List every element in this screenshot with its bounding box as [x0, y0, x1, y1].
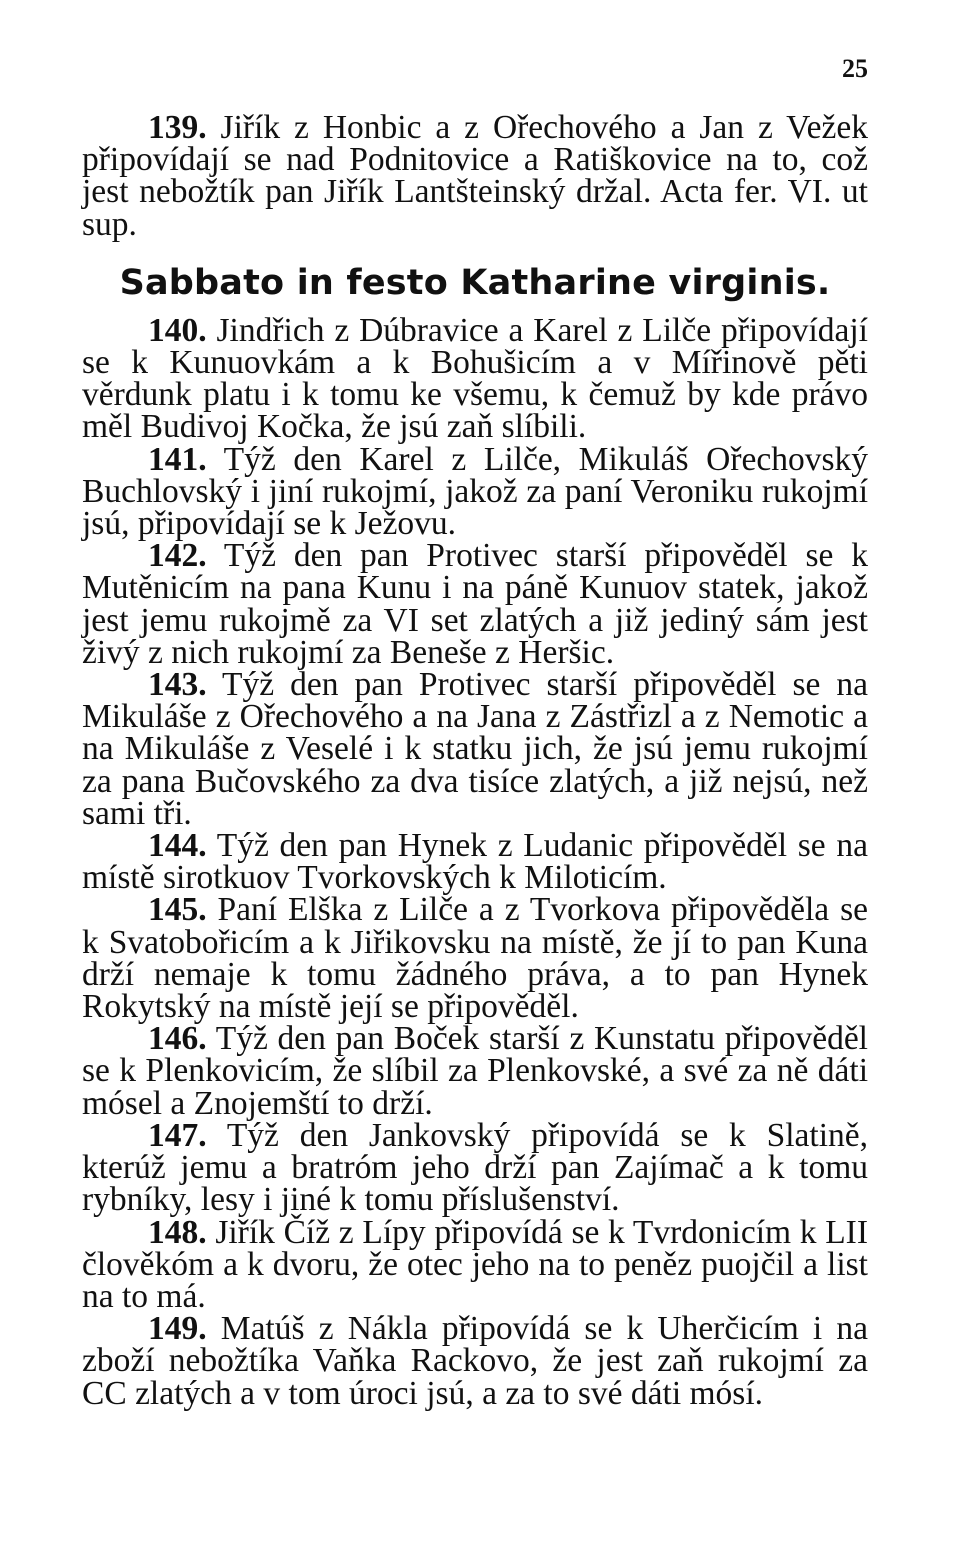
entry-142 — [82, 537, 868, 671]
entry-text: Jindřich z Dúbravice a Karel z Lilče připovídají se k Kunuovkám a k Bohušicím a v Mířinově pěti věrdunk platu i k tomu ke všemu, k čemuž by kde právo měl Budivoj Kočka, že jsú zaň slíbili. — [82, 311, 868, 446]
entry-text: Týž den pan Protivec starší připověděl se na Mikuláše z Ořechového a na Jana z Zástřizl a z Nemotic a na Mikuláše z Veselé i k statku jich, že jsú jemu rukojmí za pana Bučovského za dva tisíce zlatých, a již nejsú, než sami tři. — [82, 666, 868, 832]
entry-number: 141. — [148, 440, 207, 478]
entry-144 — [82, 827, 868, 897]
entry-text: Týž den pan Protivec starší připověděl se k Mutěnicím na pana Kunu i na páně Kunuov statek, jakož jest jemu rukojmě za VI set zlatých a již jediný sám jest živý z nich rukojmí za Beneše z Heršic. — [82, 537, 868, 671]
entry-148 — [82, 1213, 868, 1315]
entry-number: 146. — [148, 1020, 207, 1058]
entry-text: Týž den Jankovský připovídá se k Slatině, kterúž jemu a bratróm jeho drží pan Zajímač a k tomu rybníky, lesy i jiné k tomu příslušenství. — [82, 1116, 868, 1219]
entry-149 — [82, 1310, 868, 1412]
entry-text: Paní Elška z Lilče a z Tvorkova připověděla se k Svatobořicím a k Jiřikovsku na místě, že jí to pan Kuna drží nemaje k tomu žádného práva, a to pan Hynek Rokytský na místě její se připověděl. — [82, 891, 868, 1026]
entry-number: 139. — [148, 109, 207, 146]
entry-text: Týž den Karel z Lilče, Mikuláš Ořechovský Buchlovský i jiní rukojmí, jakož za paní Veroniku rukojmí jsú, připovídají se k Ježovu. — [82, 440, 868, 543]
entry-147 — [82, 1116, 868, 1219]
entry-number: 144. — [148, 827, 207, 865]
entry-145 — [82, 891, 868, 1026]
entry-text: Týž den pan Boček starší z Kunstatu připověděl se k Plenkovicím, že slíbil za Plenkovské, a své za ně dáti mósel a Znojemští to drží. — [82, 1020, 868, 1122]
entry-140 — [82, 311, 868, 446]
entry-text: Matúš z Nákla připovídá se k Uherčicím i na zboží nebožtíka Vaňka Rackovo, že jest zaň rukojmí za CC zlatých a v tom úroci jsú, a za to své dáti mósí. — [82, 1310, 868, 1412]
section-heading: Sabbato in festo Katharine virginis. — [119, 262, 831, 303]
entry-text: Týž den pan Hynek z Ludanic připověděl se na místě sirotkuov Tvorkovských k Miloticím. — [82, 827, 868, 897]
page-number: 25 — [842, 54, 868, 83]
entry-text: Jiřík z Honbic a z Ořechového a Jan z Vežek připovídají se nad Podnitovice a Ratiškovice na to, což jest nebožtík pan Jiřík Lantšteinský držal. Acta fer. VI. ut sup. — [82, 109, 868, 243]
entry-141 — [82, 440, 868, 543]
entry-number: 142. — [148, 537, 207, 575]
entry-number: 147. — [148, 1116, 207, 1154]
entry-number: 149. — [148, 1310, 207, 1348]
entry-number: 148. — [148, 1213, 207, 1251]
entry-146 — [82, 1020, 868, 1122]
entry-text: Jiřík Číž z Lípy připovídá se k Tvrdonicím k LII člověkóm a k dvoru, že otec jeho na to peněz puojčil a list na to má. — [82, 1213, 868, 1315]
entry-143 — [82, 666, 868, 832]
entry-number: 145. — [148, 891, 207, 929]
entry-number: 143. — [148, 666, 207, 704]
entry-number: 140. — [148, 311, 207, 349]
entry-139 — [82, 109, 868, 243]
body-text — [82, 109, 868, 1412]
